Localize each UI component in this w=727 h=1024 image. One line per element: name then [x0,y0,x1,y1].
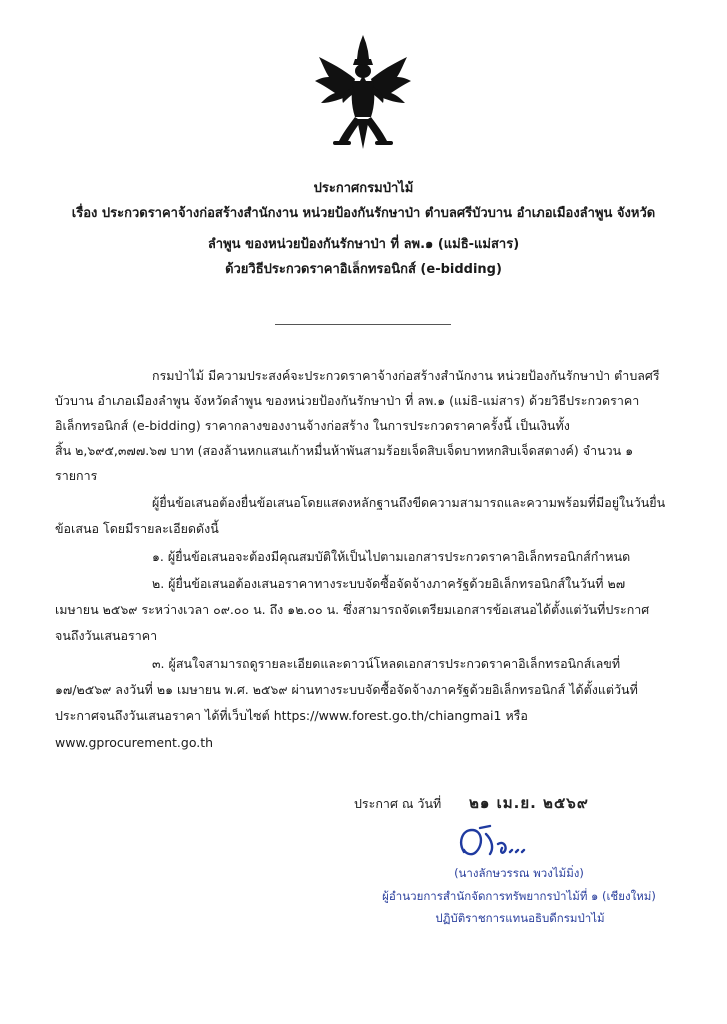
item-1: ๑. ผู้ยื่นข้อเสนอจะต้องมีคุณสมบัติให้เป็นไปตามเอกสารประกวดราคาอิเล็กทรอนิกส์กำหนด [152,549,631,564]
item-3-line-2: ๑๗/๒๕๖๙ ลงวันที่ ๒๑ เมษายน พ.ศ. ๒๕๖๙ ผ่านทางระบบจัดซื้อจัดจ้างภาครัฐด้วยอิเล็กทรอนิกส์ ได้ตั้งแต่วันที่ [55,682,638,697]
subject-line-2: ลำพูน ของหน่วยป้องกันรักษาป่า ที่ ลพ.๑ (แม่ธิ-แม่สาร) [207,237,520,252]
handwritten-signature [450,822,540,862]
signer-acting-on-behalf: ปฏิบัติราชการแทนอธิบดีกรมป่าไม้ [435,911,605,925]
item-3-line-1: ๓. ผู้สนใจสามารถดูรายละเอียดและดาวน์โหลดเอกสารประกวดราคาอิเล็กทรอนิกส์เลขที่ [152,656,621,671]
divider [275,324,451,325]
announcement-date-label: ประกาศ ณ วันที่ [354,796,442,811]
announcement-title: ประกาศกรมป่าไม้ [313,181,414,196]
signer-name: (นางลักษวรรณ พวงไม้มิ่ง) [454,866,584,880]
paragraph-1-line-2: บัวบาน อำเภอเมืองลำพูน จังหวัดลำพูน ของหน่วยป้องกันรักษาป่า ที่ ลพ.๑ (แม่ธิ-แม่สาร) ด้วยวิธีประกวดราคา [55,393,640,408]
signer-position: ผู้อำนวยการสำนักจัดการทรัพยากรป่าไม้ที่ ๑ (เชียงใหม่) [382,889,656,903]
date-stamp: ๒๑ เม.ย. ๒๕๖๙ [469,794,589,812]
paragraph-2-line-2: ข้อเสนอ โดยมีรายละเอียดดังนี้ [55,521,219,536]
paragraph-2-line-1: ผู้ยื่นข้อเสนอต้องยื่นข้อเสนอโดยแสดงหลักฐานถึงขีดความสามารถและความพร้อมที่มีอยู่ในวันยื่น [152,495,666,510]
paragraph-1-line-3: อิเล็กทรอนิกส์ (e-bidding) ราคากลางของงานจ้างก่อสร้าง ในการประกวดราคาครั้งนี้ เป็นเงินทั้ง [55,418,570,433]
subject-line-3: ด้วยวิธีประกวดราคาอิเล็กทรอนิกส์ (e-bidding) [225,262,502,277]
subject-line-1: เรื่อง ประกวดราคาจ้างก่อสร้างสำนักงาน หน่วยป้องกันรักษาป่า ตำบลศรีบัวบาน อำเภอเมืองลำพูน จังหวัด [71,206,656,221]
paragraph-1-line-4: สิ้น ๒,๖๙๕,๓๗๗.๖๗ บาท (สองล้านหกแสนเก้าหมื่นห้าพันสามร้อยเจ็ดสิบเจ็ดบาทหกสิบเจ็ดสตางค์) จำนวน ๑ [55,443,634,458]
item-3-line-3: ประกาศจนถึงวันเสนอราคา ได้ที่เว็บไซต์ https://www.forest.go.th/chiangmai1 หรือ [55,708,528,723]
item-2-line-2: เมษายน ๒๕๖๙ ระหว่างเวลา ๐๙.๐๐ น. ถึง ๑๒.๐๐ น. ซึ่งสามารถจัดเตรียมเอกสารข้อเสนอได้ตั้งแต่วันที่ประกาศ [55,602,650,617]
item-2-line-3: จนถึงวันเสนอราคา [55,628,158,643]
item-2-line-1: ๒. ผู้ยื่นข้อเสนอต้องเสนอราคาทางระบบจัดซื้อจัดจ้างภาครัฐด้วยอิเล็กทรอนิกส์ในวันที่ ๒๗ [152,576,626,591]
paragraph-1-line-1: กรมป่าไม้ มีความประสงค์จะประกวดราคาจ้างก่อสร้างสำนักงาน หน่วยป้องกันรักษาป่า ตำบลศรี [152,368,660,383]
item-3-line-4: www.gprocurement.go.th [55,735,214,750]
garuda-emblem-icon [313,33,413,153]
paragraph-1-line-5: รายการ [55,468,98,483]
